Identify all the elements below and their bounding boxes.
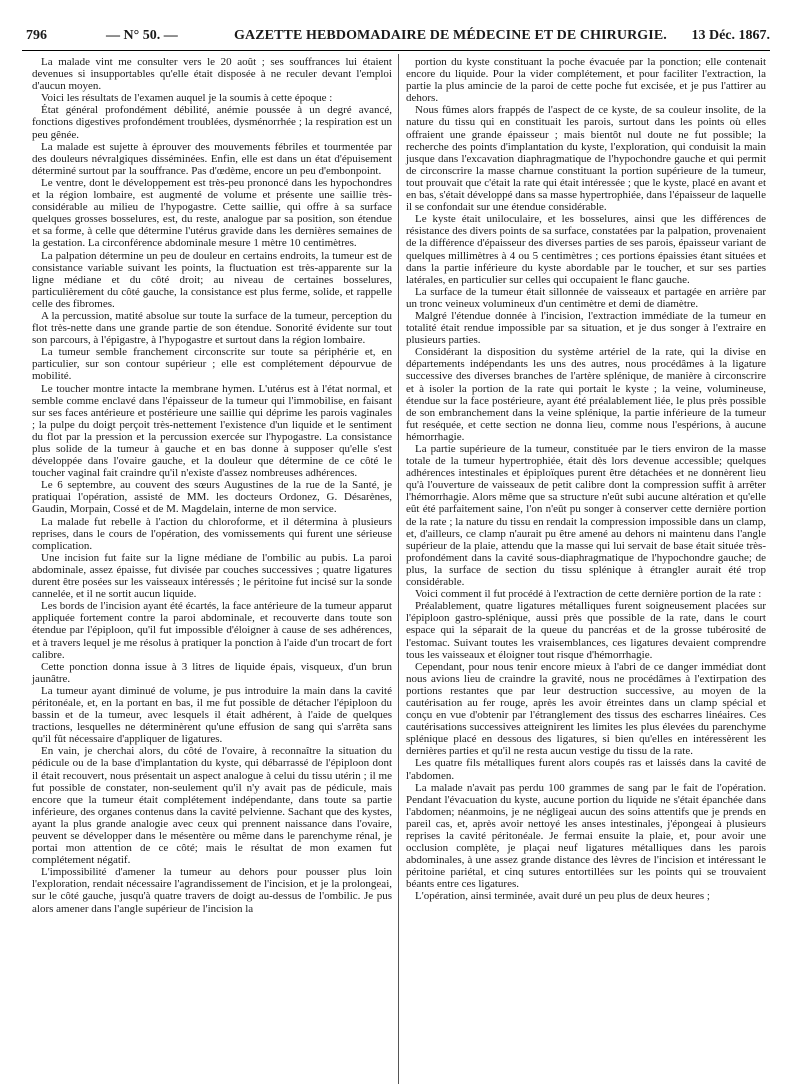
paragraph: Voici les résultats de l'examen auquel je la soumis à cette époque :	[41, 92, 333, 105]
issue-date: 13 Déc. 1867.	[691, 28, 770, 43]
paragraph: Le ventre, dont le développement est très-peu prononcé dans les hypochondres et la région lombaire, est augmenté de volume et présente une saillie très-considérable au milieu de l'hypogastre. Cette saillie, qui offre à sa surface quelques grosses bosselures, est, du reste, analogue par sa position, son étendue et sa forme, à celle que détermine l'utérus gravide dans les dernières semaines de la gestation. La circonférence abdominale mesure 1 mètre 10 centimètres.	[32, 176, 392, 250]
paragraph: portion du kyste constituant la poche évacuée par la ponction; elle contenait encore du liquide. Pour la vider complétement, et pour faciliter l'extraction, la partie la plus amincie de la paroi de cette poche fut excisée, et je pus l'attirer au dehors.	[406, 56, 766, 105]
paragraph: Le toucher montre intacte la membrane hymen. L'utérus est à l'état normal, et semble comme enclavé dans l'épaisseur de la tumeur qui l'immobilise, en faisant sur ses faces antérieure et postérieure une saillie qui déprime les parois vaginales ; la pulpe du doigt perçoit très-nettement l'existence d'un liquide et le sentiment du flot par la pression et la percussion exercée sur l'hypogastre. La consistance plus solide de la tumeur à gauche et en bas donne à supposer qu'elle s'est développée dans l'ovaire gauche, et la douleur que détermine de ce côté le toucher vaginal fait craindre qu'il n'existe d'assez nombreuses adhérences.	[32, 382, 392, 480]
paragraph: L'impossibilité d'amener la tumeur au dehors pour pousser plus loin l'exploration, rendait nécessaire l'agrandissement de l'incision, et je la prolongeai, sur le côté gauche, jusqu'à quatre travers de doigt au-dessus de l'ombilic. Je pus alors amener dans l'angle supérieur de l'incision la	[32, 866, 392, 915]
header-rule	[22, 50, 770, 51]
paragraph: La partie supérieure de la tumeur, constituée par le tiers environ de la masse totale de la tumeur hypertrophiée, était dès lors devenue accessible; quelques adhérences intestinales et épiploïques purent être détachées et ne donnèrent lieu qu'à l'ouverture de vaisseaux de petit calibre dont la compression suffit à arrêter l'hémorrhagie. Alors même que sa structure n'eût subi aucune altération et qu'elle eût été parfaitement saine, l'on n'eût pu songer à conserver cette dernière portion de la rate ; la nature du tissu en rendait la compression impossible dans un clamp, et, d'ailleurs, ce clamp n'aurait pu être amené au dehors ni maintenu dans l'angle supérieur de la plaie, attendu que la masse qui lui servait de base était située très-profondément dans la cavité sous-diaphragmatique de l'hypochondre gauche; de plus, la surface de section du tissu splénique à étrangler aurait été trop considérable.	[406, 443, 766, 589]
paragraph: La surface de la tumeur était sillonnée de vaisseaux et partagée en arrière par un tronc veineux volumineux d'un centimètre et demi de diamètre.	[406, 285, 766, 310]
paragraph: Les bords de l'incision ayant été écartés, la face antérieure de la tumeur apparut appliquée fortement contre la paroi abdominale, et recouverte dans toute son étendue par l'épiploon, qu'il fut impossible d'éloigner à cause de ses adhérences, et à travers lequel je me résolus à pratiquer la ponction à l'aide d'un trocart de fort calibre.	[32, 600, 392, 661]
paragraph: Cependant, pour nous tenir encore mieux à l'abri de ce danger immédiat dont nous avions lieu de craindre la gravité, nous ne procédâmes à l'extirpation des portions restantes que par leur destruction successive, au moyen de la cautérisation au fer rouge, après les avoir étreintes dans un clamp spécial et conçu en vue d'obtenir par l'étranglement des tissus des escharres linéaires. Ces cautérisations successives atteignirent les limites les plus élevées du parenchyme splénique placé en dessous des ligatures, si bien qu'elles en intéressèrent les dernières parties et qu'il ne resta aucun vestige du tissu de la rate.	[406, 660, 766, 758]
column-divider	[398, 54, 399, 1084]
paragraph: La malade vint me consulter vers le 20 août ; ses souffrances lui étaient devenues si insupportables qu'elle était disposée à ne reculer devant l'emploi d'aucun moyen.	[32, 56, 392, 93]
paragraph: Malgré l'étendue donnée à l'incision, l'extraction immédiate de la tumeur en totalité était rendue impossible par sa situation, et je dus songer à l'extraire en plusieurs parties.	[406, 309, 766, 347]
paragraph: La malade n'avait pas perdu 100 grammes de sang par le fait de l'opération. Pendant l'évacuation du kyste, aucune portion du liquide ne s'était épanchée dans l'abdomen; néanmoins, je ne négligeai aucun des soins attentifs que je prends en pareil cas, et, après avoir nettoyé les anses intestinales, j'épongeai à plusieurs reprises la cavité péritonéale. Je fermai ensuite la plaie, et, pour avoir une occlusion complète, je plaçai neuf ligatures métalliques dans les parois abdominales, à une assez grande distance des lèvres de l'incision et intéressant le péritoine pariétal, et cinq sutures entortillées sur les points qui se trouvaient béants entre ces ligatures.	[406, 781, 766, 891]
paragraph: Préalablement, quatre ligatures métalliques furent soigneusement placées sur l'épiploon gastro-splénique, aussi près que possible de la rate, dans le court espace qui la séparait de la queue du pancréas et de la grosse tubérosité de l'estomac. Suivant toutes les vraisemblances, ces ligatures devaient comprendre tous les vaisseaux et éloigner tout risque d'hémorrhagie.	[406, 600, 766, 661]
journal-title: GAZETTE HEBDOMADAIRE DE MÉDECINE ET DE CHIRURGIE.	[234, 28, 667, 43]
paragraph: L'opération, ainsi terminée, avait duré un peu plus de deux heures ;	[415, 890, 710, 903]
paragraph: Cette ponction donna issue à 3 litres de liquide épais, visqueux, d'un brun jaunâtre.	[32, 660, 392, 685]
paragraph: En vain, je cherchai alors, du côté de l'ovaire, à reconnaître la situation du pédicule ou de la base d'implantation du kyste, qui débarrassé de l'épiploon dont il était recouvert, nous présentait un aspect analogue à celui du tissu utérin ; il me fut possible de constater, non-seulement qu'il n'y avait pas de pédicule, mais encore que la tumeur était complétement indépendante, dans toute sa partie inférieure, des organes contenus dans la cavité pelvienne. Sachant que des kystes, ayant la plus grande analogie avec ceux qui prennent naissance dans l'ovaire, peuvent se développer dans le mésentère ou même dans le parenchyme rénal, je portai mon attention de ce côté; mais le résultat de mon examen fut complétement négatif.	[32, 745, 392, 867]
issue-number: — N° 50. —	[106, 28, 178, 43]
paragraph: Voici comment il fut procédé à l'extraction de cette dernière portion de la rate :	[415, 588, 762, 601]
paragraph: Le 6 septembre, au couvent des sœurs Augustines de la rue de la Santé, je pratiquai l'opération, assisté de MM. les docteurs Ordonez, G. Désarènes, Gaudin, Morpain, Cossé et de M. Magdelain, interne de mon service.	[32, 479, 392, 516]
page-number: 796	[26, 28, 47, 43]
running-header	[22, 28, 770, 48]
paragraph: La palpation détermine un peu de douleur en certains endroits, la tumeur est de consistance variable suivant les points, la fluctuation est très-apparente sur la ligne médiane et du côté droit; au niveau de certaines bosselures, particulièrement du côté gauche, la consistance est plus ferme, solide, et rappelle celle des fibromes.	[32, 249, 392, 310]
paragraph: La tumeur semble franchement circonscrite sur toute sa périphérie et, en particulier, sur son contour supérieur ; elle est complétement dépourvue de mobilité.	[32, 346, 392, 383]
paragraph: Le kyste était uniloculaire, et les bosselures, ainsi que les différences de résistance des divers points de sa surface, constatées par la palpation, provenaient de la différence d'épaisseur des diverses parties de ses parois, épaisseur variant de quelques millimètres à 4 ou 5 centimètres ; ces portions épaissies étant situées et dans la partie inférieure du kyste abordable par le toucher, et sur ses parties latérales, en particulier sur celles qui occupaient le flanc gauche.	[406, 213, 766, 286]
paragraph: La malade fut rebelle à l'action du chloroforme, et il détermina à plusieurs reprises, dans le cours de l'opération, des vomissements qui furent une sérieuse complication.	[32, 515, 392, 552]
paragraph: La malade est sujette à éprouver des mouvements fébriles et tourmentée par des douleurs névralgiques disséminées. Enfin, elle est dans un état d'épuisement déterminé surtout par la souffrance. Pas d'œdème, encore un peu d'embonpoint.	[32, 140, 392, 177]
paragraph: A la percussion, matité absolue sur toute la surface de la tumeur, perception du flot très-nette dans une grande partie de son étendue. Sonorité évidente sur tout son parcours, à l'épigastre, à l'hypogastre et surtout dans la région lombaire.	[32, 309, 392, 347]
paragraph: La tumeur ayant diminué de volume, je pus introduire la main dans la cavité péritonéale, et, en la portant en bas, il me fut possible de détacher l'épiploon du bassin et de la tumeur, avec lesquels il était adhérent, à l'aide de quelques tractions, lesquelles ne déterminèrent qu'une effusion de sang qui s'arrêta sans qu'il fût nécessaire d'appliquer de ligatures.	[32, 684, 392, 746]
left-column	[32, 56, 392, 915]
right-column	[406, 56, 766, 903]
paragraph: Considérant la disposition du système artériel de la rate, qui la divise en départements indépendants les uns des autres, nous procédâmes à la ligature successive des diverses branches de l'artère splénique, de manière à circonscrire et à isoler la portion de la rate qui portait le kyste ; la veine, volumineuse, étendue sur la face postérieure, ayant été préalablement liée, le plus près possible de son embranchement dans la veine splénique, la partie inférieure de la tumeur fut reséquée, et cette section ne donna lieu, comme nous l'espérions, à aucune hémorrhagie.	[406, 346, 766, 443]
paragraph: Une incision fut faite sur la ligne médiane de l'ombilic au pubis. La paroi abdominale, assez épaisse, fut divisée par couches successives ; quatre ligatures durent être posées sur les vaisseaux intéressés ; le péritoine fut incisé sur la sonde cannelée, et il ne sortit aucun liquide.	[32, 551, 392, 601]
paragraph: Les quatre fils métalliques furent alors coupés ras et laissés dans la cavité de l'abdomen.	[406, 757, 766, 782]
paragraph: Nous fûmes alors frappés de l'aspect de ce kyste, de sa couleur insolite, de la nature du tissu qui en constituait les parois, surtout dans les points où elles offraient une grande épaisseur ; mais bientôt nul doute ne fut possible; la recherche des points d'implantation du kyste, l'exploration, qui conduisit la main jusque dans l'excavation diaphragmatique de l'hypochondre gauche et qui permit de circonscrire la masse charnue constituant la portion supérieure de la tumeur, tout prouvait que c'était la rate qui était intéressée ; que le kyste, placé en avant et en bas, s'était développé dans sa masse hypertrophiée, dans l'épaisseur de laquelle il se confondait sur une étendue considérable.	[406, 104, 766, 214]
paragraph: État général profondément débilité, anémie poussée à un degré avancé, fonctions digestives profondément troublées, dysménorrhée ; la respiration est un peu gênée.	[32, 104, 392, 141]
